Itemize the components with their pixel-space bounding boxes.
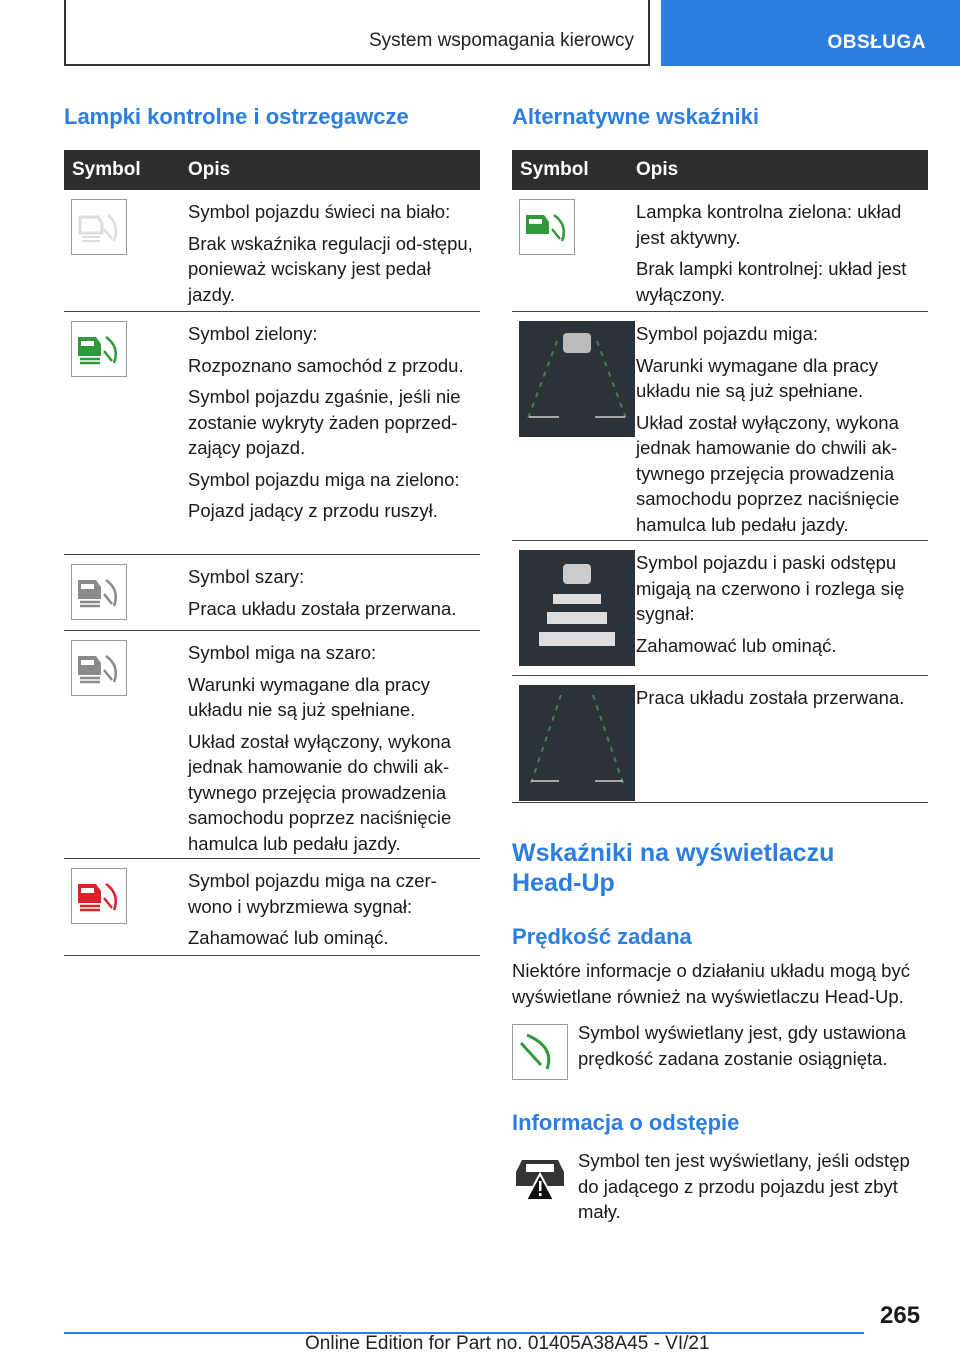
left-table <box>64 150 480 956</box>
right-section-title: Alternatywne wskaźniki <box>512 104 759 129</box>
row-text: Lampka kontrolna zielona: układ jest aktywny. <box>636 201 902 248</box>
row-text: Praca układu została przerwana. <box>636 687 905 708</box>
page-number: 265 <box>880 1302 921 1329</box>
col-symbol-header: Symbol <box>72 159 141 180</box>
row-text: Symbol pojazdu zgaśnie, jeśli nie zostanie wykryty żaden poprzed-zający pojazd. <box>188 386 461 458</box>
row-text: Brak wskaźnika regulacji od-stępu, ponieważ wciskany jest pedał jazdy. <box>188 232 473 305</box>
row-text: Zahamować lub ominąć. <box>188 927 389 948</box>
header-section <box>64 0 650 66</box>
row-text: Zahamować lub ominąć. <box>636 634 837 656</box>
row-text: Symbol pojazdu i paski odstępu migają na czerwono i rozlega się sygnał: <box>636 552 905 624</box>
speed-desc: Symbol wyświetlany jest, gdy ustawiona prędkość zadana zostanie osiągnięta. <box>578 1022 907 1069</box>
row-text: Pojazd jadący z przodu ruszył. <box>188 500 438 521</box>
speed-indicator-green-icon <box>519 199 575 255</box>
table-row <box>64 555 480 631</box>
row-text: Symbol pojazdu miga na zielono: <box>188 468 460 490</box>
row-text: Praca układu została przerwana. <box>188 597 457 619</box>
table-row <box>64 859 480 956</box>
speed-intro: Niektóre informacje o działaniu układu mogą być wyświetlane również na wyświetlaczu Head-Up. <box>512 960 910 1007</box>
distance-warning-icon <box>512 1154 568 1204</box>
col-symbol-header: Symbol <box>520 159 589 180</box>
col-desc-header: Opis <box>188 159 231 180</box>
row-text: Symbol zielony: <box>188 323 318 344</box>
header-chapter-tab[interactable] <box>661 0 960 66</box>
table-header <box>64 150 480 190</box>
row-text: Symbol miga na szaro: <box>188 642 377 663</box>
table-row <box>64 631 480 859</box>
table-row <box>512 676 928 803</box>
row-text: Warunki wymagane dla pracy układu nie są już spełniane. <box>188 673 430 720</box>
car-distance-green-icon <box>71 321 127 377</box>
row-text: Brak lampki kontrolnej: układ jest wyłączony. <box>636 258 907 305</box>
table-row <box>512 312 928 541</box>
speed-reached-icon <box>512 1024 568 1080</box>
car-distance-gray-icon <box>71 564 127 620</box>
distance-desc: Symbol ten jest wyświetlany, jeśli odstęp do jadącego z przodu pojazdu jest zbyt mały. <box>578 1150 910 1222</box>
table-row <box>512 541 928 676</box>
row-text: Rozpoznano samochód z przodu. <box>188 354 464 376</box>
lane-car-display-icon <box>519 321 635 437</box>
table-row <box>512 190 928 312</box>
car-distance-white-icon <box>71 199 127 255</box>
table-header <box>512 150 928 190</box>
car-distance-gray-blink-icon <box>71 640 127 696</box>
left-section-title: Lampki kontrolne i ostrzegawcze <box>64 104 409 129</box>
lane-empty-display-icon <box>519 685 635 801</box>
table-row <box>64 190 480 312</box>
row-text: Symbol szary: <box>188 566 305 587</box>
footer-edition: Online Edition for Part no. 01405A38A45 - VI/21 <box>305 1333 710 1354</box>
chapter-title: OBSŁUGA <box>827 32 926 53</box>
car-distance-red-icon <box>71 868 127 924</box>
speed-subtitle: Prędkość zadana <box>512 924 692 949</box>
row-text: Układ został wyłączony, wykona jednak hamowanie do chwili ak-tywnego przejęcia prowadzenia samochodu poprzez naciśnięcie hamulca lub pedału jazdy. <box>636 411 900 535</box>
row-text: Symbol pojazdu miga: <box>636 323 819 344</box>
hud-section-title: Wskaźniki na wyświetlaczu Head-Up <box>512 839 835 897</box>
section-title: System wspomagania kierowcy <box>368 30 634 51</box>
row-text: Układ został wyłączony, wykona jednak hamowanie do chwili ak-tywnego przejęcia prowadzenia samochodu poprzez naciśnięcie hamulca lub pedału jazdy. <box>188 730 452 854</box>
row-text: Symbol pojazdu miga na czer-wono i wybrzmiewa sygnał: <box>188 870 437 917</box>
row-text: Warunki wymagane dla pracy układu nie są już spełniane. <box>636 354 878 401</box>
table-row <box>64 312 480 555</box>
right-table <box>512 150 928 803</box>
distance-subtitle: Informacja o odstępie <box>512 1110 740 1135</box>
col-desc-header: Opis <box>636 159 679 180</box>
row-text: Symbol pojazdu świeci na biało: <box>188 201 451 222</box>
lane-car-bars-display-icon <box>519 550 635 666</box>
